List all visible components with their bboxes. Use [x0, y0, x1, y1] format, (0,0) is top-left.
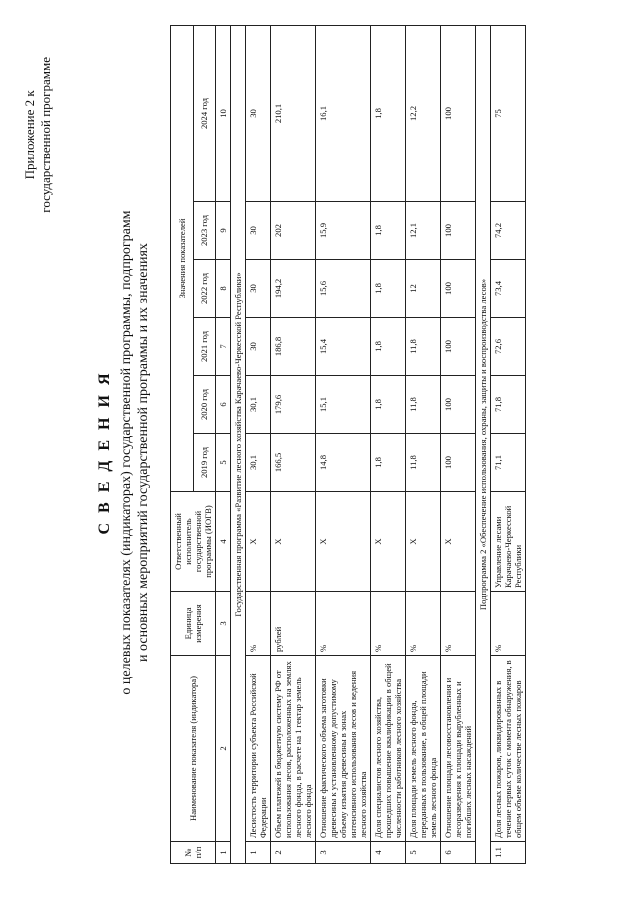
- indicator-name: Отношение фактического объема заготовки древесины к установленному допустимому объему изъятия древесины в зонах интенсивного использования лесов и ведения лесного хозяйства: [316, 656, 371, 842]
- row-number: 5: [406, 842, 441, 864]
- header-year: 2024 год: [193, 25, 216, 201]
- column-number: 8: [216, 260, 231, 318]
- column-number: 4: [216, 492, 231, 592]
- subtitle-line-2: и основных мероприятий государственной программы и их значениях: [136, 243, 151, 662]
- indicator-value: 1,8: [371, 376, 406, 434]
- unit-of-measure: %: [491, 592, 526, 656]
- table-row: [371, 25, 406, 863]
- indicator-value: 11,8: [406, 376, 441, 434]
- responsible-executor: Х: [316, 492, 371, 592]
- indicator-value: 75: [491, 25, 526, 201]
- annex-label: [22, 57, 54, 213]
- column-number: 7: [216, 318, 231, 376]
- row-number: 2: [271, 842, 316, 864]
- header-unit: Единица измерения: [171, 592, 216, 656]
- indicator-value: 72,6: [491, 318, 526, 376]
- row-number: 1: [246, 842, 271, 864]
- indicator-value: 100: [441, 434, 476, 492]
- indicator-value: 71,8: [491, 376, 526, 434]
- column-number: 6: [216, 376, 231, 434]
- indicator-value: 12: [406, 260, 441, 318]
- responsible-executor: Х: [246, 492, 271, 592]
- rotated-page: [0, 15, 640, 890]
- indicator-value: 194,2: [271, 260, 316, 318]
- header-year: 2021 год: [193, 318, 216, 376]
- indicator-value: 30: [246, 260, 271, 318]
- responsible-executor: Х: [371, 492, 406, 592]
- indicator-name: Объем платежей в бюджетную систему РФ от использования лесов, расположенных на землях лесного фонда, в расчете на 1 гектар земель лесного фонда: [271, 656, 316, 842]
- header-num: № п/п: [171, 842, 216, 864]
- indicator-value: 73,4: [491, 260, 526, 318]
- document-title: С В Е Д Е Н И Я: [96, 370, 113, 535]
- program-row: [231, 25, 246, 863]
- indicator-value: 100: [441, 318, 476, 376]
- column-number: 9: [216, 202, 231, 260]
- indicator-name: Доля специалистов лесного хозяйства, прошедших повышение квалификации в общей численности работников лесного хозяйства: [371, 656, 406, 842]
- indicator-value: 30: [246, 318, 271, 376]
- table-row: [491, 25, 526, 863]
- indicator-value: 100: [441, 260, 476, 318]
- column-number: 5: [216, 434, 231, 492]
- header-name: Наименование показателя (индикатора): [171, 656, 216, 842]
- header-values-group: Значения показателей: [171, 25, 194, 491]
- responsible-executor: Х: [406, 492, 441, 592]
- indicator-name: Отношение площади лесовосстановления и лесоразведения к площади вырубленных и погибших лесных насаждений: [441, 656, 476, 842]
- table-row: [316, 25, 371, 863]
- header-year: 2022 год: [193, 260, 216, 318]
- annex-line-2: государственной программе: [38, 57, 53, 213]
- row-number: 6: [441, 842, 476, 864]
- table-row: [271, 25, 316, 863]
- indicator-value: 210,1: [271, 25, 316, 201]
- indicator-value: 11,8: [406, 318, 441, 376]
- indicator-value: 15,6: [316, 260, 371, 318]
- column-number: 10: [216, 25, 231, 201]
- indicator-value: 12,2: [406, 25, 441, 201]
- indicator-value: 74,2: [491, 202, 526, 260]
- subtitle-line-1: о целевых показателях (индикаторах) государственной программы, подпрограмм: [119, 210, 134, 695]
- program-title: Государственная программа «Развитие лесного хозяйства Карачаево-Черкесской Республики»: [231, 25, 246, 863]
- unit-of-measure: рублей: [271, 592, 316, 656]
- responsible-executor: Х: [271, 492, 316, 592]
- indicator-value: 15,9: [316, 202, 371, 260]
- unit-of-measure: %: [441, 592, 476, 656]
- program-title: Подпрограмма 2 «Обеспечение использования, охраны, защиты и воспроизводства лесов»: [476, 25, 491, 863]
- indicator-name: Лесистость территории субъекта Российской Федерации: [246, 656, 271, 842]
- responsible-executor: Управление лесами Карачаево-Черкесской Республики: [491, 492, 526, 592]
- column-number: 3: [216, 592, 231, 656]
- annex-line-1: Приложение 2 к: [22, 90, 37, 180]
- column-number: 1: [216, 842, 231, 864]
- indicator-value: 1,8: [371, 260, 406, 318]
- indicator-value: 30,1: [246, 434, 271, 492]
- column-numbers-row: [216, 25, 231, 863]
- row-number: 1.1: [491, 842, 526, 864]
- indicator-value: 15,4: [316, 318, 371, 376]
- indicator-value: 15,1: [316, 376, 371, 434]
- unit-of-measure: %: [316, 592, 371, 656]
- indicator-value: 11,8: [406, 434, 441, 492]
- indicator-value: 71,1: [491, 434, 526, 492]
- table-row: [246, 25, 271, 863]
- column-number: 2: [216, 656, 231, 842]
- indicator-value: 1,8: [371, 434, 406, 492]
- document-subtitle: [118, 55, 152, 850]
- indicator-name: Доля лесных пожаров, ликвидированных в течение первых суток с момента обнаружения, в общем объеме количестве лесных пожаров: [491, 656, 526, 842]
- indicator-value: 1,8: [371, 318, 406, 376]
- indicator-value: 1,8: [371, 202, 406, 260]
- indicator-value: 179,6: [271, 376, 316, 434]
- indicator-value: 1,8: [371, 25, 406, 201]
- indicator-name: Доля площади земель лесного фонда, переданных в пользование, в общей площади земель лесного фонда: [406, 656, 441, 842]
- indicator-value: 100: [441, 202, 476, 260]
- table-body: [216, 25, 526, 863]
- indicator-value: 30: [246, 202, 271, 260]
- responsible-executor: Х: [441, 492, 476, 592]
- row-number: 3: [316, 842, 371, 864]
- indicators-table: [170, 25, 526, 864]
- indicator-value: 202: [271, 202, 316, 260]
- unit-of-measure: %: [246, 592, 271, 656]
- indicator-value: 30,1: [246, 376, 271, 434]
- unit-of-measure: %: [371, 592, 406, 656]
- indicator-value: 16,1: [316, 25, 371, 201]
- header-responsible: Ответственный исполнитель государственной программы (ИОГВ): [171, 492, 216, 592]
- indicator-value: 100: [441, 376, 476, 434]
- indicator-value: 186,8: [271, 318, 316, 376]
- header-year: 2019 год: [193, 434, 216, 492]
- unit-of-measure: %: [406, 592, 441, 656]
- indicator-value: 14,8: [316, 434, 371, 492]
- indicator-value: 30: [246, 25, 271, 201]
- row-number: 4: [371, 842, 406, 864]
- program-row: [476, 25, 491, 863]
- table-row: [441, 25, 476, 863]
- indicator-value: 166,5: [271, 434, 316, 492]
- header-year: 2023 год: [193, 202, 216, 260]
- table-header: [171, 25, 216, 863]
- table-row: [406, 25, 441, 863]
- indicator-value: 100: [441, 25, 476, 201]
- header-year: 2020 год: [193, 376, 216, 434]
- indicator-value: 12,1: [406, 202, 441, 260]
